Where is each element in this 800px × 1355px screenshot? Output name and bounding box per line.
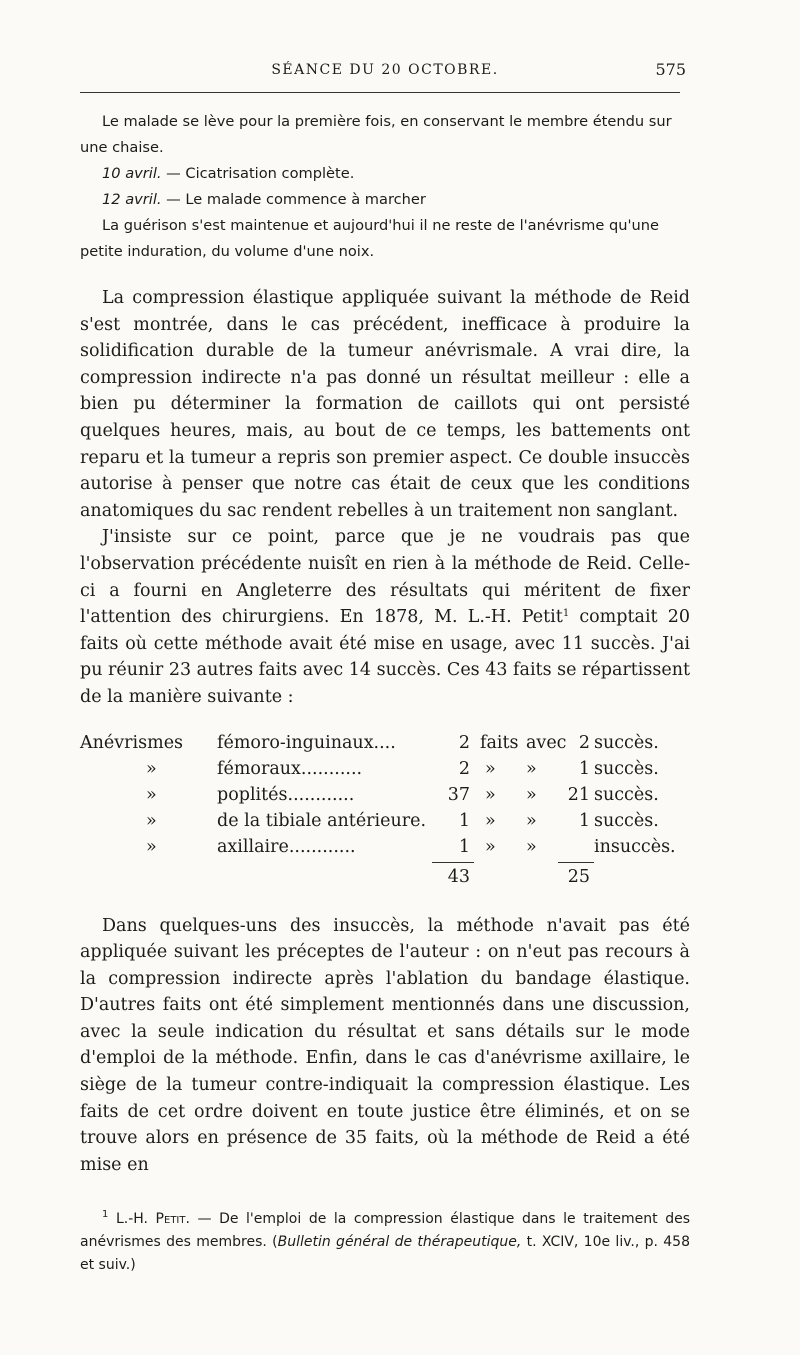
date-10-avril: 10 avril. [102,165,162,182]
case-note-3-text: — Le malade commence à marcher [161,191,426,208]
faits-count: 1 [458,836,470,857]
site: axillaire............ [217,836,356,857]
ditto-mark: » [485,836,496,857]
page [80,58,690,1291]
table-row [80,733,690,758]
table-label: Anévrismes [80,732,184,753]
case-note-2-text: — Cicatrisation complète. [161,165,355,182]
paragraph-2 [80,524,690,710]
succes-label: succès. [594,758,659,779]
footnote-text-2: t. XCIV, 10e liv., p. 458 et suiv.) [80,1234,690,1274]
ditto-mark: » [526,810,537,831]
succes-label: succès. [594,810,659,831]
paragraph-2-start: J'insiste sur ce point, parce que je ne voudrais pas que l'observation précédente nuisît en rien à la méthode de Reid. Celle-ci a fourni en Angleterre des résultats qui méritent de fixer l'attention des chirurgiens. En 1878, M. L.-H. Petit [80,527,690,628]
site: fémoraux........... [217,758,363,779]
case-note-4: La guérison s'est maintenue et aujourd'hui il ne reste de l'anévrisme qu'une petite induration, du volume d'une noix. [80,217,659,260]
site: poplités............ [217,784,355,805]
site: de la tibiale antérieure. [217,810,427,831]
case-note-2 [80,161,690,187]
table-total-row [80,867,690,892]
faits-count: 2 [458,758,470,779]
succes-count: 21 [567,784,590,805]
faits-count: 1 [458,810,470,831]
table-row [80,837,690,862]
ditto-mark: » [526,758,537,779]
footnote-ref: 1 [562,608,570,620]
case-note-1: Le malade se lève pour la première fois, en conservant le membre étendu sur une chaise. [80,113,672,156]
succes-label: succès. [594,784,659,805]
succes-count: 1 [578,758,590,779]
ditto-mark: » [485,784,496,805]
paragraph-2-end: comptait 20 faits où cette méthode avait été mise en usage, avec 11 succès. J'ai pu réunir 23 autres faits avec 14 succès. Ces 43 faits se répartissent de la manière suivante : [80,607,691,707]
ditto-mark: » [526,784,537,805]
footnote-text-1: — De l'emploi de la compression élastique dans le traitement des anévrismes des membres. ( [80,1211,690,1251]
footnote-marker: 1 [102,1209,109,1221]
ditto-mark: » [526,836,537,857]
ditto-mark: » [146,758,157,779]
table-row [80,811,690,836]
footnote-journal: Bulletin général de thérapeutique, [277,1234,522,1251]
faits-count: 2 [458,732,470,753]
running-head-title: SÉANCE DU 20 OCTOBRE. [271,62,499,78]
ditto-mark: » [146,810,157,831]
faits-count: 37 [447,784,470,805]
faits-sum-rule [432,862,474,863]
succes-sum-rule [558,862,594,863]
aneurysm-table [80,733,690,893]
footnote [80,1208,690,1277]
ditto-mark: » [146,836,157,857]
paragraph-1: La compression élastique appliquée suivant la méthode de Reid s'est montrée, dans le cas précédent, inefficace à produire la solidification durable de la tumeur anévrismale. A vrai dire, la compression indirecte n'a pas donné un résultat meilleur : elle a bien pu déterminer la formation de caillots qui ont persisté quelques heures, mais, au bout de ce temps, les battements ont reparu et la tumeur a repris son premier aspect. Ce double insuccès autorise à penser que notre cas était de ceux que les conditions anatomiques du sac rendent rebelles à un traitement non sanglant. [80,288,690,521]
faits-word: faits [480,732,519,753]
paragraph-3: Dans quelques-uns des insuccès, la méthode n'avait pas été appliquée suivant les préceptes de l'auteur : on n'eut pas recours à la compression indirecte après l'ablation du bandage élastique. D'autres faits ont été simplement mentionnés dans une discussion, avec la seule indication du résultat et sans détails sur le mode d'emploi de la méthode. Enfin, dans le cas d'anévrisme axillaire, le siège de la tumeur contre-indiquait la compression élastique. Les faits de cet ordre doivent en toute justice être éliminés, et on se trouve alors en présence de 35 faits, où la méthode de Reid a été mise en [80,915,690,1175]
date-12-avril: 12 avril. [102,191,162,208]
avec-word: avec [526,732,567,753]
footnote-author: L.-H. Petit. [115,1211,190,1228]
total-succes: 25 [567,866,590,887]
site: fémoro-inguinaux.... [217,732,396,753]
succes-label: succès. [594,732,659,753]
succes-count: 2 [578,732,590,753]
ditto-mark: » [146,784,157,805]
insucces-label: insuccès. [594,836,676,857]
table-row [80,785,690,810]
header-rule [80,92,680,93]
table-row [80,759,690,784]
total-faits: 43 [447,866,470,887]
ditto-mark: » [485,758,496,779]
succes-count: 1 [578,810,590,831]
ditto-mark: » [485,810,496,831]
running-head [80,58,690,84]
case-note-3 [80,187,690,213]
page-number: 575 [655,60,686,79]
